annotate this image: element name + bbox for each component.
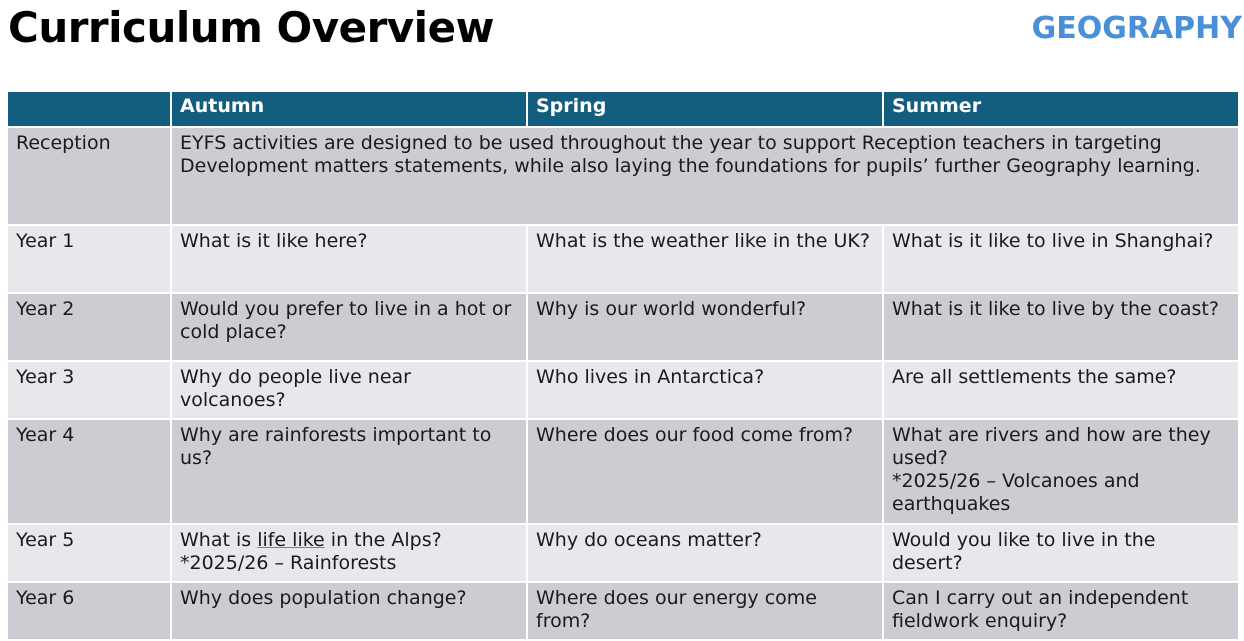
summer-note: *2025/26 – Volcanoes and earthquakes xyxy=(892,470,1140,515)
table-row-reception xyxy=(7,127,1239,225)
autumn-cell: Why are rainforests important to us? xyxy=(171,419,527,524)
table-row-year-1 xyxy=(7,225,1239,293)
autumn-topic-underlined: life like xyxy=(257,529,325,551)
summer-topic: What are rivers and how are they used? xyxy=(892,424,1211,469)
summer-cell: Are all settlements the same? xyxy=(883,361,1239,419)
spring-cell: Why do oceans matter? xyxy=(527,524,883,582)
row-label: Year 1 xyxy=(7,225,171,293)
page-title: Curriculum Overview xyxy=(8,3,494,52)
row-label: Year 5 xyxy=(7,524,171,582)
table-row-year-5 xyxy=(7,524,1239,582)
table-row-year-3 xyxy=(7,361,1239,419)
curriculum-table xyxy=(6,90,1240,641)
column-header-label xyxy=(7,91,171,127)
autumn-note: *2025/26 – Rainforests xyxy=(180,552,397,574)
summer-cell: What is it like to live in Shanghai? xyxy=(883,225,1239,293)
table-row-year-2 xyxy=(7,293,1239,361)
autumn-topic xyxy=(180,529,518,552)
table-row-year-6 xyxy=(7,582,1239,640)
autumn-cell: Would you prefer to live in a hot or cold place? xyxy=(171,293,527,361)
row-label: Year 2 xyxy=(7,293,171,361)
spring-cell: Why is our world wonderful? xyxy=(527,293,883,361)
column-header-spring: Spring xyxy=(527,91,883,127)
spring-cell: What is the weather like in the UK? xyxy=(527,225,883,293)
column-header-summer: Summer xyxy=(883,91,1239,127)
column-header-autumn: Autumn xyxy=(171,91,527,127)
spring-cell: Who lives in Antarctica? xyxy=(527,361,883,419)
autumn-cell: Why does population change? xyxy=(171,582,527,640)
row-label: Year 6 xyxy=(7,582,171,640)
autumn-cell: Why do people live near volcanoes? xyxy=(171,361,527,419)
autumn-topic-post: in the Alps? xyxy=(324,529,442,551)
autumn-cell xyxy=(171,524,527,582)
row-label: Year 3 xyxy=(7,361,171,419)
summer-cell: What is it like to live by the coast? xyxy=(883,293,1239,361)
row-label: Year 4 xyxy=(7,419,171,524)
autumn-topic-pre: What is xyxy=(180,529,258,551)
table-row-year-4 xyxy=(7,419,1239,524)
summer-cell: Can I carry out an independent fieldwork enquiry? xyxy=(883,582,1239,640)
table-header-row xyxy=(7,91,1239,127)
spring-cell: Where does our energy come from? xyxy=(527,582,883,640)
subject-label: GEOGRAPHY xyxy=(1031,11,1242,46)
reception-description: EYFS activities are designed to be used throughout the year to support Reception teachers in targeting Development matters statements, while also laying the foundations for pupils’ further Geography learning. xyxy=(171,127,1239,225)
summer-cell xyxy=(883,419,1239,524)
row-label: Reception xyxy=(7,127,171,225)
spring-cell: Where does our food come from? xyxy=(527,419,883,524)
summer-cell: Would you like to live in the desert? xyxy=(883,524,1239,582)
autumn-cell: What is it like here? xyxy=(171,225,527,293)
